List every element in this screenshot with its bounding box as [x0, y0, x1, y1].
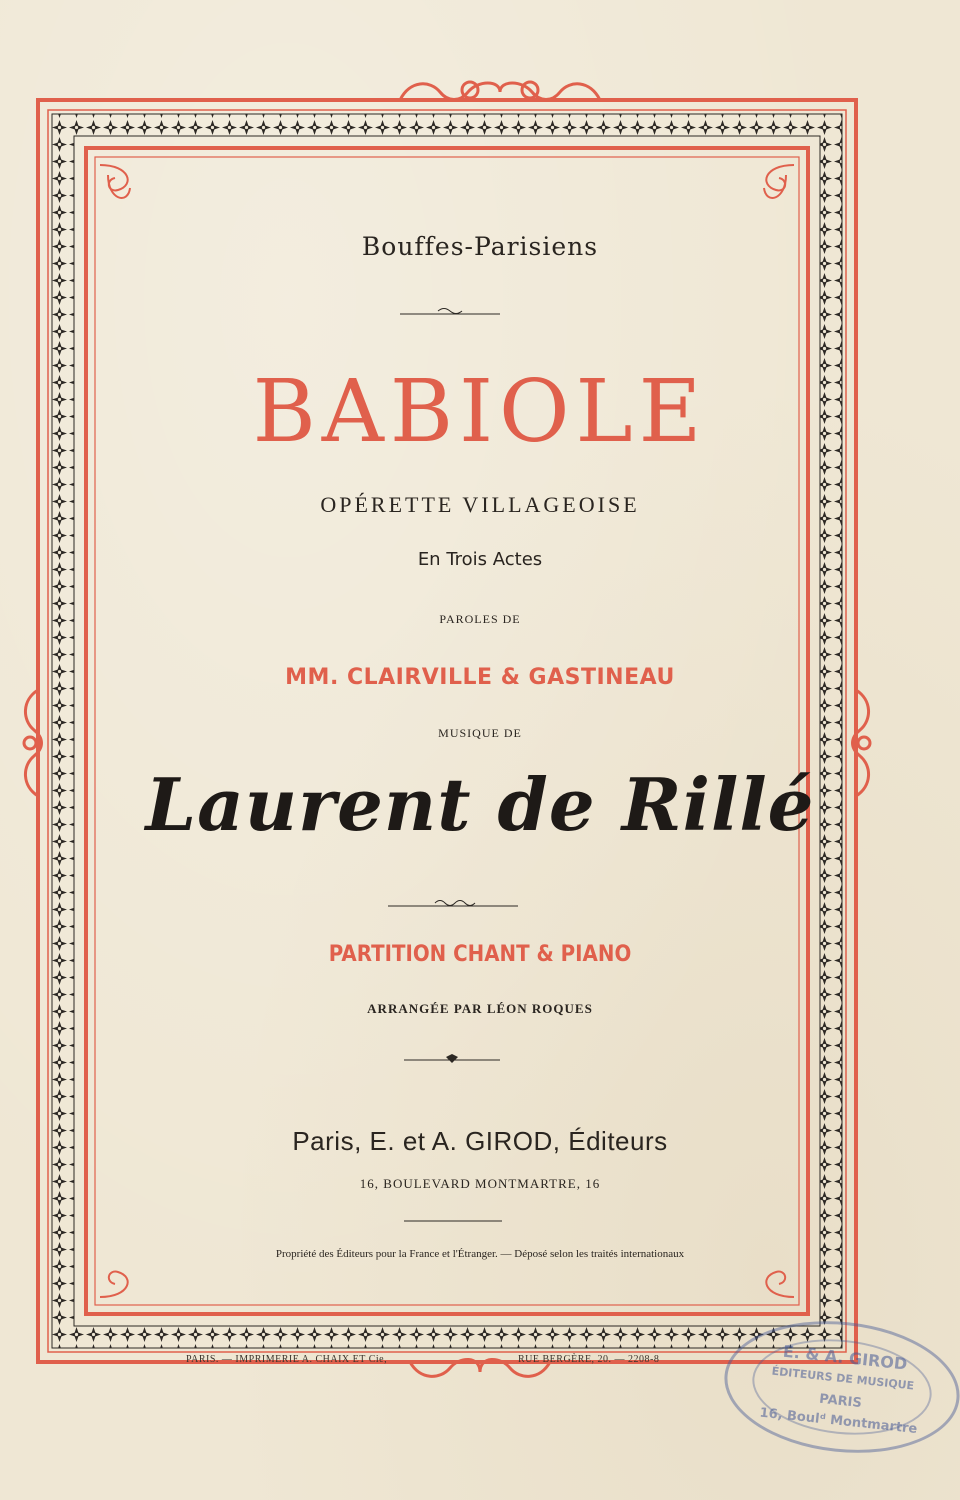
divider-rule-2: [388, 901, 518, 907]
acts-line: En Trois Actes: [417, 549, 543, 570]
stamp-line-4: 16, Boulᵈ Montmartre: [758, 1405, 918, 1438]
printer-address: RUE BERGÈRE, 20. — 2208-8: [518, 1354, 660, 1365]
stamp-line-1: E. & A. GIROD: [782, 1341, 909, 1374]
librettists: MM. CLAIRVILLE & GASTINEAU: [285, 665, 675, 690]
opera-title: BABIOLE: [252, 362, 708, 462]
publisher-line: Paris, E. et A. GIROD, Éditeurs: [292, 1126, 668, 1156]
composer-name: Laurent de Rillé: [145, 762, 815, 847]
stamp-line-3: PARIS: [818, 1391, 863, 1412]
theatre-name: Bouffes-Parisiens: [361, 232, 599, 261]
opera-genre: OPÉRETTE VILLAGEOISE: [320, 492, 640, 517]
publisher-address: 16, BOULEVARD MONTMARTRE, 16: [359, 1176, 601, 1191]
rights-notice: Propriété des Éditeurs pour la France et l'Étranger. — Déposé selon les traités internationaux: [275, 1248, 685, 1260]
divider-rule-3: [404, 1054, 500, 1063]
music-label: MUSIQUE DE: [438, 726, 522, 740]
lyrics-label: PAROLES DE: [439, 612, 521, 626]
printer-line: PARIS. — IMPRIMERIE A. CHAIX ET Cie,: [186, 1354, 388, 1365]
top-ornament: [400, 82, 600, 100]
divider-rule-1: [400, 309, 500, 315]
arranger-line: ARRANGÉE PAR LÉON ROQUES: [367, 1001, 593, 1016]
publisher-stamp: [718, 1310, 960, 1464]
edition-type: PARTITION CHANT & PIANO: [328, 942, 632, 967]
stamp-line-2: ÉDITEURS DE MUSIQUE: [771, 1364, 915, 1393]
